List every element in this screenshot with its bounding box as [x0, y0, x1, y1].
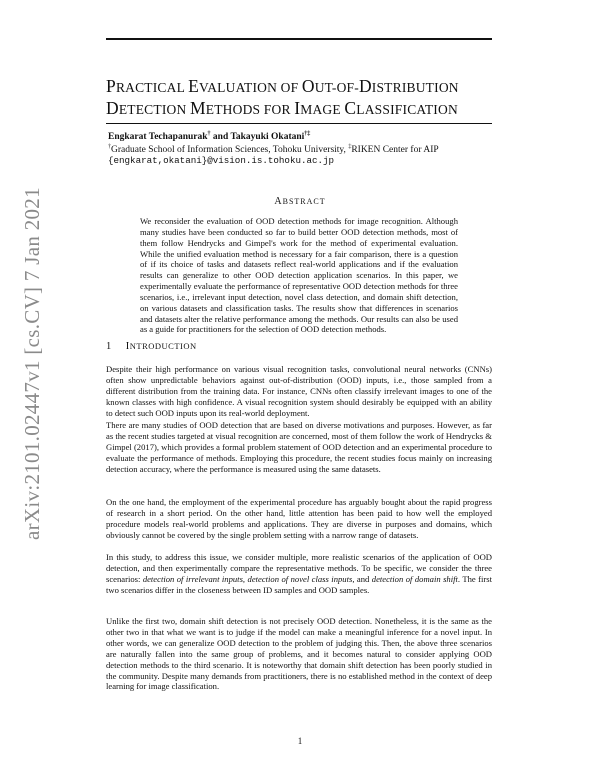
intro-paragraph-5: Unlike the first two, domain shift detection is not precisely OOD detection. Nonetheless, it is the same as the other two in that what we want is to judge if the model can make a meaningful inference for a novel input. In other words, we can generalize OOD detection to the problem of judging this. Then, the above three scenarios are naturally fallen into the same group of problems, and it becomes natural to consider applying OOD detection methods to the third scenario. It is noteworthy that domain shift detection has been poorly studied in the community. Despite many demands from practitioners, there is no established method in the context of deep learning for image classification. — [106, 616, 492, 692]
intro-paragraph-3: On the one hand, the employment of the experimental procedure has arguably bought about the rapid progress of research in a short period. On the other hand, little attention has been paid to how well the employed procedure models real-world problems and applications. They are diverse in purposes and domains, which obviously cannot be covered by the single problem setting with a narrow range of datasets. — [106, 497, 492, 540]
title-line-1: PRACTICAL EVALUATION OF OUT-OF-DISTRIBUTION — [106, 76, 459, 96]
title-line-2: DETECTION METHODS FOR IMAGE CLASSIFICATION — [106, 98, 458, 118]
abstract-text: We reconsider the evaluation of OOD detection methods for image recognition. Although many studies have been conducted so far to build better OOD detection methods, most of them follow Hendrycks and Gimpel's work for the method of experimental evaluation. While the unified evaluation method is necessary for a fair comparison, there is a question of if its choice of tasks and datasets reflect real-world applications and if the evaluation results can generalize to other OOD detection application scenarios. In this paper, we experimentally evaluate the performance of representative OOD detection methods for three scenarios, i.e., irrelevant input detection, novel class detection, and domain shift detection, on various datasets and classification tasks. The results show that differences in scenarios and datasets alter the relative performance among the methods. Our results can also be used as a guide for practitioners for the selection of OOD detection methods. — [140, 216, 458, 335]
affiliation-line: †Graduate School of Information Sciences, Tohoku University, ‡RIKEN Center for AIP — [108, 143, 439, 155]
abstract-heading: ABSTRACT — [274, 196, 326, 207]
intro-paragraph-4: In this study, to address this issue, we consider multiple, more realistic scenarios of the application of OOD detection, and then experimentally compare the representative methods. To be specific, we consider the three scenarios: detection of irrelevant inputs, detection of novel class inputs, and detection of domain shift. The first two scenarios differ in the closeness between ID samples and OOD samples. — [106, 552, 492, 595]
page-number: 1 — [297, 736, 303, 746]
section-heading-introduction: 1 INTRODUCTION — [106, 341, 197, 352]
paper-title — [106, 76, 506, 120]
arxiv-stamp: arXiv:2101.02447v1 [cs.CV] 7 Jan 2021 — [20, 187, 44, 540]
title-rule-top — [106, 38, 492, 40]
author-line: Engkarat Techapanurak† and Takayuki Okatani†‡ — [108, 130, 311, 142]
intro-paragraph-1: Despite their high performance on various visual recognition tasks, convolutional neural networks (CNNs) often show unpredictable behaviors against out-of-distribution (OOD) inputs, i.e., those sampled from a different distribution from the training data. For instance, CNNs often classify irrelevant images to one of the known classes with high confidence. A visual recognition system should desirably be equipped with an ability to detect such OOD inputs upon its real-world deployment. — [106, 364, 492, 418]
author-email: {engkarat,okatani}@vision.is.tohoku.ac.jp — [108, 155, 335, 166]
intro-paragraph-2: There are many studies of OOD detection that are based on diverse motivations and purposes. However, as far as the recent studies targeted at visual recognition are concerned, most of them follow the work of Hendrycks & Gimpel (2017), which provides a formal problem statement of OOD detection and an experimental procedure to evaluate the performance of methods. Employing this procedure, the recent studies focus mainly on increasing detection accuracy, where the performance is measured using the same datasets. — [106, 420, 492, 474]
title-rule-bottom — [106, 123, 492, 124]
